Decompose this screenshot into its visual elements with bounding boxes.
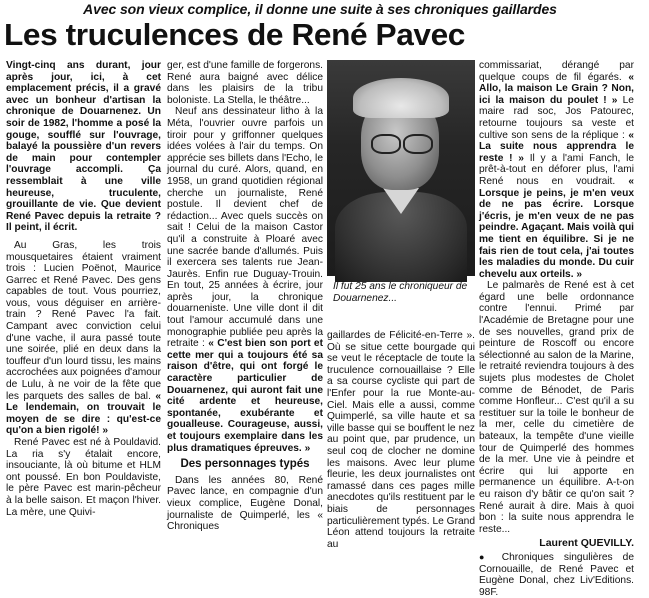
article-column-4: [479, 60, 634, 598]
paragraph: Le palmarès de René est à cet égard une belle ordonnance contre l'ennui. Primé par l'Académie de Bretagne pour une de ses nouvelles, grand prix de peinture de Roscoff ou encore sélectionné au salon de la Marine, le retraité reviendra toujours à des sujets plus modestes de Cholet comme de Bénodet, de Paris comme Honfleur... C'est qu'il a su restituer sur la toile le bonheur de la mer, celle du cimetière de bateaux, la tempête d'une vieille tour de Quimperlé des hommes de la mer. Une vie à peindre et écrire qui lui apporte en permanence un équilibre. A-t-on eu raison d'y bâtir ce qu'on sait ? René aurait à dire. Mais à quoi bon : la suite nous apprendra le reste...: [479, 280, 634, 535]
photo-caption: Il fut 25 ans le chroniqueur de Douarnenez...: [333, 281, 468, 304]
photo-hair-shape: [353, 78, 449, 118]
paragraph: Dans les années 80, René Pavec lance, en compagnie d'un vieux complice, Eugène Donal, journaliste de Quimperlé, les « Chroniques: [167, 474, 323, 533]
article-column-3: [327, 330, 475, 550]
paragraph: Au Gras, les trois mousquetaires étaient vraiment trois : Lucien Poënot, Maurice Garrec et René Pavec. Des gens capables de tout. Vous pourriez, vous, vous déguiser en arrière-train ? René Pavec l'a fait. Campant avec conviction celui d'une vache, il aura passé toute une soirée, plié en deux dans la touffeur d'un lourd tissu, les mains accrochées aux poignées d'amour de Lulu, à ne voir de la fête que les parquets des salles de bal. « Le lendemain, on trouvait le moyen de se dire : qu'est-ce qu'on a bien rigolé! »: [6, 239, 161, 437]
quote: « C'est bien son port et cette mer qui a toujours été sa raison d'être, qui ont forgé le caractère particulier de Douarnenez, qui auront fait une cité ardente et heureuse, spontanée, exubérante et goualleuse. Courageuse, aussi, et toujours exemplaire dans les plus dramatiques épreuves. »: [167, 338, 323, 454]
article-column-1: [6, 60, 161, 518]
paragraph: René Pavec est né à Pouldavid. La ria s'y étalait encore, insouciante, là où bitume et HLM ont poussé. En bon Pouldaviste, le père Pavec est marin-pêcheur à la belle saison. Et maçon l'hiver. La mère, une Quivi-: [6, 437, 161, 518]
bullet-icon: ●: [479, 551, 492, 562]
headline: Les truculences de René Pavec: [4, 17, 465, 52]
subheading: Des personnages typés: [180, 458, 310, 471]
portrait-photo: [327, 60, 475, 276]
quote: « Le lendemain, on trouvait le moyen de se dire : qu'est-ce qu'on a bien rigolé! »: [6, 390, 161, 437]
article-column-2: [167, 60, 323, 533]
quote: « La suite nous apprendra le reste ! »: [479, 129, 634, 164]
photo-glasses-right: [403, 134, 433, 154]
paragraph: commissariat, dérangé par quelque coups de fil égarés. « Allo, la maison Le Grain ? Non, ici la maison du poulet ! » Le maire rad soc, Jos Patourec, retourne toujours sa veste et cultive son sens de la réplique : « La suite nous apprendra le reste ! » Il y a l'ami Fanch, le prêt-à-tout en déforer plus, l'ami René nous en voudrait. « Lorsque je peins, je m'en veux de ne pas écrire. Lorsque j'écris, je m'en veux de ne pas peindre. Agaçant. Mais voilà qui me tient en équilibre. Si je ne fais rien de tout cela, j'ai toutes les maladies du monde. Du cuir chevelu aux orteils. »: [479, 60, 634, 280]
paragraph: Neuf ans dessinateur litho à la Méta, l'ouvrier ouvre parfois un tiroir pour y griffonner quelques idées volées à l'air du temps. On apprécie ses billets dans l'Echo, le journal du curé. Alors, quand, en 1958, un grand quotidien régional cherche un journaliste, René postule. Il devient chef de rédaction... Avec quels succès on sait ! Celui de la maison Castor qu'il a construite à Ploaré avec une sacrée bande d'allumés. Puis il exercera ses talents rue Jean-Jaurès. Enfin rue Duguay-Trouin. En tout, 25 années à écrire, jour après jour, la chronique douarneniste. Une ville dont il dit tout l'amour accumulé dans une monographie publiée peu après la retraite : « C'est bien son port et cette mer qui a toujours été sa raison d'être, qui ont forgé le caractère particulier de Douarnenez, qui auront fait une cité ardente et heureuse, spontanée, exubérante et goualleuse. Courageuse, aussi, et toujours exemplaire dans les plus dramatiques épreuves. »: [167, 106, 323, 454]
photo-glasses-left: [371, 134, 401, 154]
paragraph: ger, est d'une famille de forgerons. René aura baigné avec délice dans les plaisirs de la tribu boloniste. La Stella, le théâtre...: [167, 60, 323, 106]
kicker: Avec son vieux complice, il donne une suite à ses chroniques gaillardes: [83, 1, 557, 17]
paragraph: gaillardes de Félicité-en-Terre ». Où se situe cette bourgade qui se veut le réceptacle de toute la truculence cornouaillaise ? Elle a sa course cycliste qui part de l'Enfer pour la rue Monte-au-Ciel. Mais elle a aussi, comme Quimperlé, sa ville haute et sa ville basse qui se bouffent le nez au point que, par prudence, un seul coq de clocher ne domine les maisons. Avec leur plume fleurie, les deux journalistes ont ramassé dans ces pages mille anecdotes qu'ils restituent par le biais de personnages particulièrement typés. Le Grand Léon attend toujours la retraite au: [327, 330, 475, 550]
quote: « Lorsque je peins, je m'en veux de ne pas écrire. Lorsque j'écris, je m'en veux de ne pas peindre. Agaçant. Mais voilà qui me tient en équilibre. Si je ne fais rien de tout cela, j'ai toutes les maladies du monde. Du cuir chevelu aux orteils. »: [479, 175, 634, 280]
book-note: ● Chroniques singulières de Cornouaille, de René Pavec et Eugène Donal, chez Liv'Editions. 98F.: [479, 551, 634, 598]
quote: « Allo, la maison Le Grain ? Non, ici la maison du poulet ! »: [479, 71, 634, 106]
author-signature: Laurent QUEVILLY.: [539, 537, 634, 550]
lead-paragraph: Vingt-cinq ans durant, jour après jour, ici, à cet emplacement précis, il a gravé avec un bonheur d'artisan la chronique de Douarnenez. Un soir de 1982, l'homme a posé la gouge, soufflé sur l'ouvrage, balayé la poussière d'un revers de main pour contempler l'ouvrage accompli. Ça ressemblait à une ville heureuse, truculente, grouillante de vie. Que devient René Pavec depuis la retraite ? Il peint, il écrit.: [6, 60, 161, 234]
